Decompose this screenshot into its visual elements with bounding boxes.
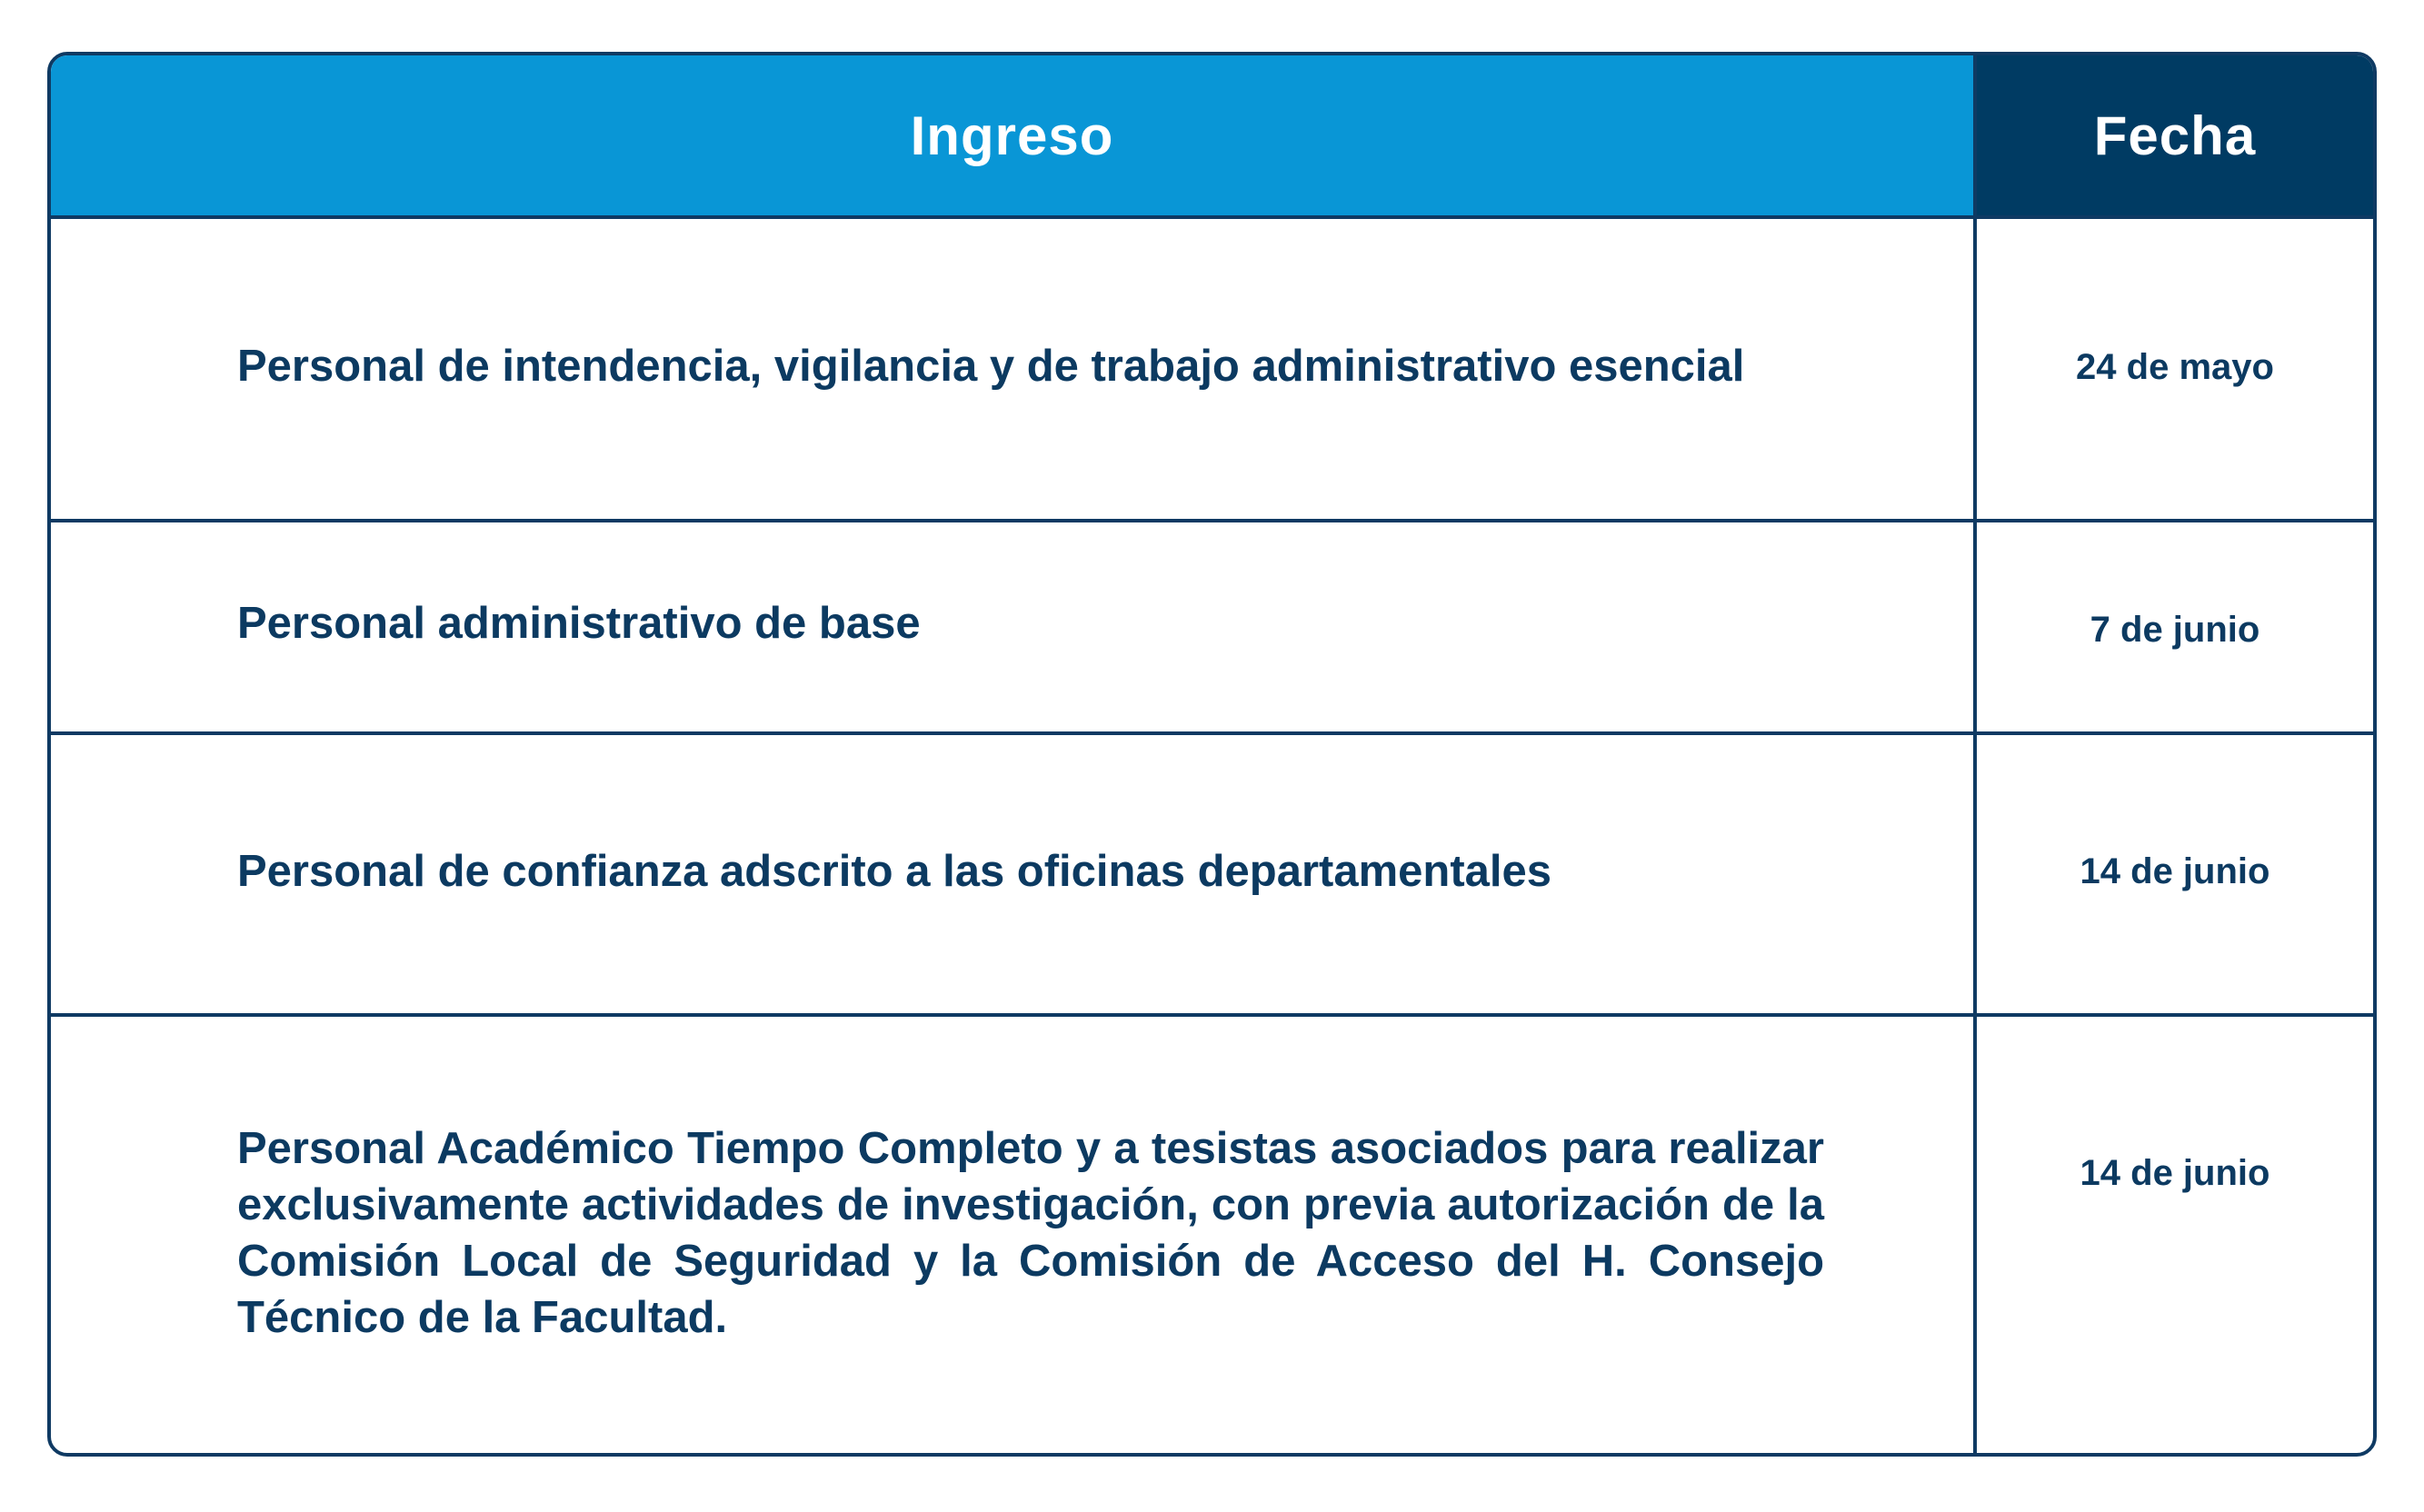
ingreso-text: Personal de intendencia, vigilancia y de trabajo administrativo esencial	[237, 342, 1745, 391]
header-ingreso-cell	[51, 55, 1977, 215]
fecha-cell	[1977, 522, 2373, 731]
fecha-text: 14 de junio	[2080, 850, 2270, 891]
ingreso-cell	[51, 522, 1977, 731]
fecha-text: 24 de mayo	[2076, 346, 2274, 387]
fecha-text: 7 de junio	[2090, 609, 2260, 650]
table-row	[51, 735, 2373, 1017]
ingreso-text: Personal administrativo de base	[237, 599, 921, 648]
fecha-cell	[1977, 1017, 2373, 1457]
table-row	[51, 1017, 2373, 1457]
ingreso-cell	[51, 219, 1977, 519]
header-ingreso-label: Ingreso	[910, 104, 1114, 166]
fecha-cell	[1977, 735, 2373, 1013]
ingreso-text: Personal Académico Tiempo Completo y a tesistas asociados para realizar exclusivamente actividades de investigación, con previa autorización de la Comisión Local de Seguridad y la Comisión de Acceso del H. Consejo Técnico de la Facultad.	[237, 1124, 1824, 1342]
table-row	[51, 522, 2373, 735]
header-fecha-cell	[1977, 55, 2373, 215]
ingreso-cell	[51, 1017, 1977, 1457]
ingreso-cell	[51, 735, 1977, 1013]
fecha-text: 14 de junio	[2080, 1153, 2270, 1193]
schedule-table	[47, 52, 2377, 1457]
table-row	[51, 219, 2373, 522]
fecha-cell	[1977, 219, 2373, 519]
table-header	[51, 55, 2373, 219]
ingreso-text: Personal de confianza adscrito a las oficinas departamentales	[237, 847, 1552, 896]
header-fecha-label: Fecha	[2093, 104, 2257, 166]
